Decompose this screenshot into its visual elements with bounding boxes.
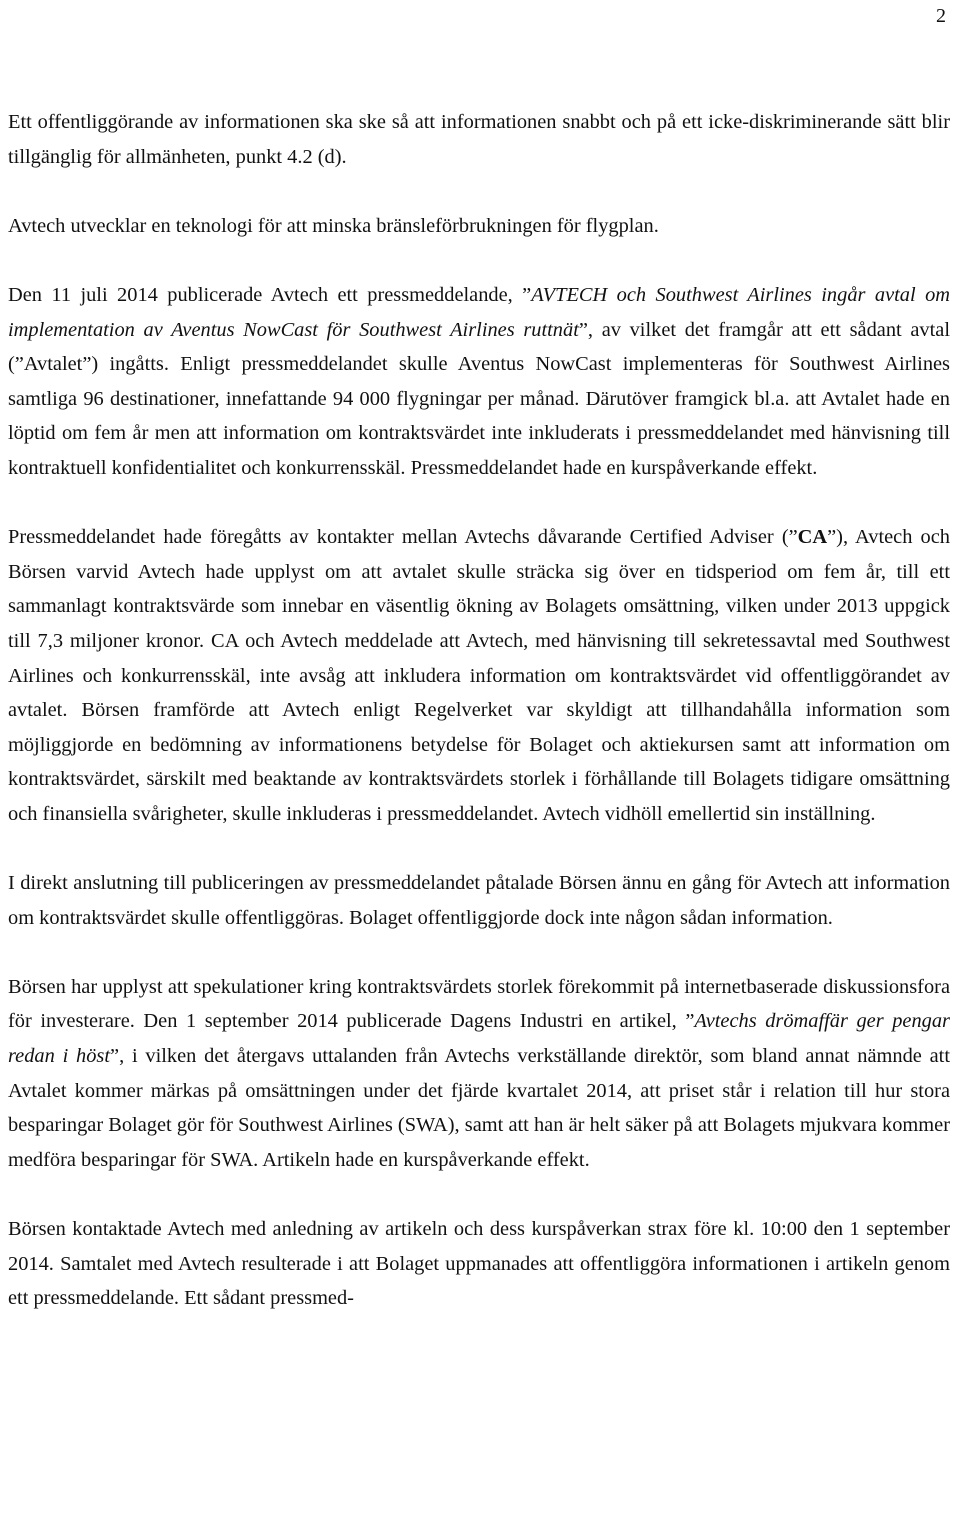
press-release-title: AVTECH och Southwest Airlines ingår avtal om implementation av Aventus NowCast för Southwest Airlines ruttnät — [8, 283, 950, 341]
certified-adviser-body: ”), Avtech och Börsen varvid Avtech hade upplyst om att avtalet skulle sträcka sig över en tidsperiod om fem år, till ett sammanlagt kontraktsvärde som innebar en väsentlig ökning av Bolagets omsättning, vilken under 2013 uppgick till 7,3 miljoner kronor. CA och Avtech meddelade att Avtech, med hänvisning till sekretessavtal med Southwest Airlines och konkurrensskäl, inte avsåg att inkludera information om kontraktsvärdet vid offentliggörandet av avtalet. Börsen framförde att Avtech enligt Regelverket var skyldigt att tillhandahålla information som möjliggjorde en bedömning av informationens betydelse för Bolaget och aktiekursen samt att information om kontraktsvärdet, särskilt med beaktande av kontraktsvärdets storlek i förhållande till Bolagets tidigare omsättning och finansiella svårigheter, skulle inkluderas i pressmeddelandet. Avtech vidhöll emellertid sin inställning. — [8, 526, 950, 825]
paragraph-certified-adviser — [8, 520, 950, 831]
speculation-body: ”, i vilken det återgavs uttalanden från Avtechs verkställande direktör, som bland annat nämnde att Avtalet kommer märkas på omsättningen under det fjärde kvartalet 2014, att priset står i relation till hur stora besparingar Bolaget gör för Southwest Airlines (SWA), samt att han är helt säker på att Bolagets mjukvara kommer medföra besparingar för SWA. Artikeln hade en kurspåverkande effekt. — [8, 1045, 950, 1171]
certified-adviser-abbr: CA — [797, 526, 828, 549]
paragraph-speculation-article — [8, 970, 950, 1178]
press-release-body: ”, av vilket det framgår att ett sådant avtal (”Avtalet”) ingåtts. Enligt pressmeddelandet skulle Aventus NowCast implementeras för Southwest Airlines samtliga 96 destinationer, innefattande 94 000 flygningar per månad. Därutöver framgick bl.a. att Avtalet hade en löptid om fem år men att information om kontraktsvärdet inte inkluderats i pressmeddelandet med hänvisning till kontraktuell konfidentialitet och konkurrensskäl. Pressmeddelandet hade en kurspåverkande effekt. — [8, 318, 951, 479]
press-release-lead: Den 11 juli 2014 publicerade Avtech ett pressmeddelande, ” — [8, 283, 532, 306]
paragraph-exchange-reminder: I direkt anslutning till publiceringen av pressmeddelandet påtalade Börsen ännu en gång för Avtech att information om kontraktsvärdet skulle offentliggöras. Bolaget offentliggjorde dock inte någon sådan information. — [8, 872, 950, 929]
paragraph-avtech-technology: Avtech utvecklar en teknologi för att minska bränsleförbrukningen för flygplan. — [8, 214, 659, 237]
certified-adviser-lead: Pressmeddelandet hade föregåtts av kontakter mellan Avtechs dåvarande Certified Adviser (” — [8, 526, 798, 549]
article-title: Avtechs drömaffär ger pengar redan i höst — [8, 1010, 950, 1068]
document-body — [8, 105, 950, 1316]
paragraph-press-release — [8, 278, 950, 486]
speculation-lead: Börsen har upplyst att spekulationer kring kontraktsvärdets storlek förekommit på internetbaserade diskussionsfora för investerare. Den 1 september 2014 publicerade Dagens Industri en artikel, ” — [8, 975, 950, 1033]
paragraph-public-disclosure: Ett offentliggörande av informationen ska ske så att informationen snabbt och på ett icke-diskriminerande sätt blir tillgänglig för allmänheten, punkt 4.2 (d). — [8, 111, 950, 168]
paragraph-exchange-contact: Börsen kontaktade Avtech med anledning av artikeln och dess kurspåverkan strax före kl. 10:00 den 1 september 2014. Samtalet med Avtech resulterade i att Bolaget uppmanades att offentliggöra informationen i artikeln genom ett pressmeddelande. Ett sådant pressmed- — [8, 1218, 950, 1310]
page-number: 2 — [936, 5, 946, 27]
